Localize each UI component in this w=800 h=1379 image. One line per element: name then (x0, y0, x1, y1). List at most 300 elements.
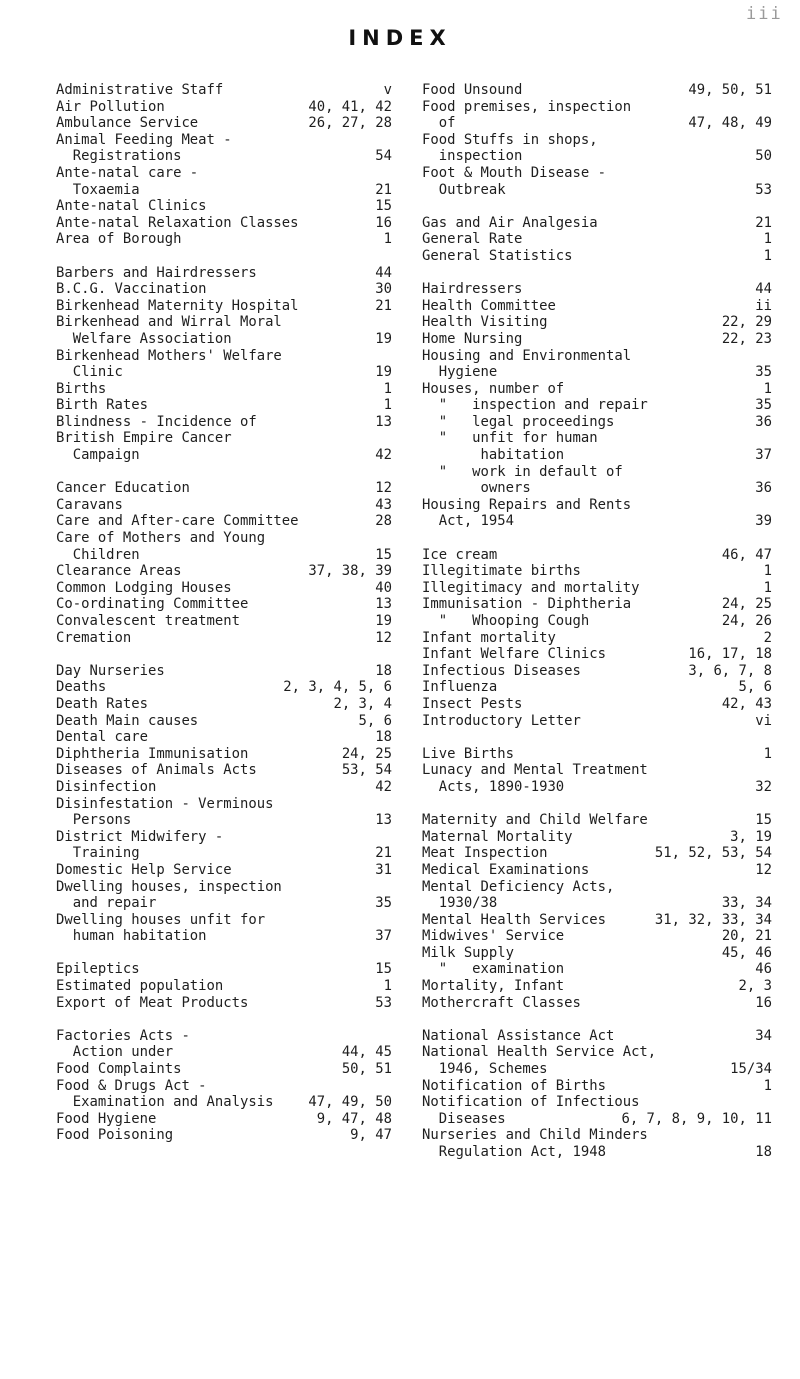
entry-pages: 1 (763, 231, 772, 248)
entry-label: Ice cream (422, 546, 498, 563)
index-entry (56, 961, 392, 978)
index-entry-continuation (56, 1094, 392, 1111)
entry-label: Campaign (56, 447, 140, 464)
index-entry (56, 265, 392, 282)
entry-label: Health Committee (422, 297, 556, 314)
entry-label: Persons (56, 812, 132, 829)
entry-pages: 37, 38, 39 (308, 563, 392, 580)
index-entry (56, 430, 392, 447)
index-entry (56, 480, 392, 497)
section-gap (422, 530, 772, 547)
entry-pages: 21 (375, 181, 392, 198)
entry-pages: 1 (383, 397, 392, 414)
entry-label: Diseases (422, 1110, 506, 1127)
entry-pages: 22, 23 (721, 330, 772, 347)
index-entry (56, 563, 392, 580)
entry-pages: 13 (375, 413, 392, 430)
entry-label: Deaths (56, 679, 107, 696)
index-entry-continuation (56, 547, 392, 564)
entry-pages: 53 (375, 994, 392, 1011)
index-entry (422, 314, 772, 331)
index-entry (422, 414, 772, 431)
index-column-left (56, 82, 392, 1144)
index-entry (56, 679, 392, 696)
entry-label: Regulation Act, 1948 (422, 1144, 606, 1160)
entry-label: Home Nursing (422, 330, 523, 347)
index-entry (56, 314, 392, 331)
index-entry (422, 99, 772, 116)
entry-label: Export of Meat Products (56, 994, 249, 1011)
index-entry (56, 414, 392, 431)
entry-label: Food Poisoning (56, 1127, 174, 1144)
entry-label: Disinfection (56, 778, 157, 795)
entry-pages: 12 (755, 861, 772, 878)
section-gap (422, 729, 772, 746)
entry-label: B.C.G. Vaccination (56, 281, 207, 298)
index-entry-continuation (422, 513, 772, 530)
entry-label: Disinfestation - Verminous (56, 795, 274, 812)
entry-pages: ii (755, 297, 772, 314)
entry-pages: 1 (383, 380, 392, 397)
index-entry-continuation (422, 480, 772, 497)
index-entry (422, 746, 772, 763)
entry-pages: 28 (375, 513, 392, 530)
entry-label: National Health Service Act, (422, 1044, 657, 1061)
entry-pages: 49, 50, 51 (688, 82, 772, 98)
section-gap (56, 248, 392, 265)
index-entry-continuation (422, 895, 772, 912)
index-entry-continuation (56, 331, 392, 348)
entry-label: Lunacy and Mental Treatment (422, 762, 648, 779)
entry-pages: 16 (375, 214, 392, 231)
index-entry (56, 348, 392, 365)
entry-label: of (422, 115, 456, 132)
entry-pages: 18 (375, 729, 392, 746)
entry-label: Birkenhead Maternity Hospital (56, 297, 299, 314)
index-column-right (422, 82, 772, 1161)
section-gap (422, 198, 772, 215)
entry-label: Nurseries and Child Minders (422, 1127, 648, 1144)
entry-label: Act, 1954 (422, 513, 514, 530)
entry-label: British Empire Cancer (56, 430, 232, 447)
entry-label: Births (56, 380, 107, 397)
index-entry (422, 1028, 772, 1045)
entry-pages: 26, 27, 28 (308, 115, 392, 132)
entry-label: Diphtheria Immunisation (56, 745, 249, 762)
entry-pages: 21 (375, 297, 392, 314)
index-entry-continuation (422, 779, 772, 796)
index-entry (422, 613, 772, 630)
entry-pages: 31 (375, 861, 392, 878)
index-entry (422, 961, 772, 978)
entry-label: Food Hygiene (56, 1110, 157, 1127)
index-entry (422, 829, 772, 846)
index-entry-continuation (422, 182, 772, 199)
entry-label: Ante-natal care - (56, 164, 199, 181)
entry-pages: 19 (375, 330, 392, 347)
entry-label: Infant mortality (422, 629, 556, 646)
entry-pages: 37 (375, 928, 392, 945)
entry-label: Examination and Analysis (56, 1094, 274, 1111)
entry-label: Animal Feeding Meat - (56, 131, 232, 148)
section-gap (422, 1011, 772, 1028)
index-entry (422, 381, 772, 398)
index-entry (422, 281, 772, 298)
index-entry-continuation (56, 812, 392, 829)
entry-label: National Assistance Act (422, 1027, 615, 1044)
entry-label: " Whooping Cough (422, 613, 590, 629)
entry-label: Mortality, Infant (422, 978, 565, 995)
index-entry (56, 1078, 392, 1095)
entry-label: Training (56, 845, 140, 862)
index-entry (56, 596, 392, 613)
entry-label: Birkenhead and Wirral Moral (56, 314, 282, 331)
entry-label: " unfit for human (422, 430, 598, 447)
entry-pages: 47, 49, 50 (308, 1094, 392, 1111)
entry-pages: 31, 32, 33, 34 (654, 911, 772, 928)
entry-pages: 24, 26 (721, 613, 772, 629)
entry-label: Mothercraft Classes (422, 994, 581, 1011)
entry-label: 1946, Schemes (422, 1061, 548, 1078)
section-gap (56, 945, 392, 962)
index-entry-continuation (56, 928, 392, 945)
index-entry (422, 1127, 772, 1144)
entry-pages: 18 (755, 1144, 772, 1160)
entry-label: inspection (422, 148, 523, 165)
index-entry (422, 298, 772, 315)
index-entry (56, 713, 392, 730)
index-entry (56, 796, 392, 813)
entry-pages: v (383, 82, 392, 98)
entry-label: Health Visiting (422, 314, 548, 331)
entry-label: Death Main causes (56, 712, 199, 729)
entry-label: " legal proceedings (422, 413, 615, 430)
index-entry (422, 82, 772, 99)
entry-label: Domestic Help Service (56, 861, 232, 878)
entry-pages: 12 (375, 629, 392, 646)
entry-pages: 46 (755, 961, 772, 978)
index-heading: INDEX (348, 26, 452, 50)
entry-pages: 20, 21 (721, 928, 772, 945)
entry-label: Immunisation - Diphtheria (422, 596, 632, 613)
entry-pages: 40 (375, 579, 392, 596)
entry-label: Epileptics (56, 961, 140, 978)
entry-pages: 5, 6 (358, 712, 392, 729)
entry-pages: 50 (755, 148, 772, 165)
entry-label: Care of Mothers and Young (56, 530, 266, 547)
index-entry (56, 530, 392, 547)
index-entry (56, 298, 392, 315)
entry-label: Food Complaints (56, 1061, 182, 1078)
index-entry (56, 115, 392, 132)
entry-label: Ante-natal Relaxation Classes (56, 214, 299, 231)
index-entry (56, 513, 392, 530)
index-entry (56, 978, 392, 995)
entry-label: Housing and Environmental (422, 347, 632, 364)
index-entry-continuation (56, 364, 392, 381)
entry-pages: 39 (755, 513, 772, 530)
entry-pages: 24, 25 (721, 596, 772, 613)
entry-label: " work in default of (422, 463, 623, 480)
index-entry (56, 580, 392, 597)
entry-label: Co-ordinating Committee (56, 596, 249, 613)
index-entry (422, 397, 772, 414)
index-entry-continuation (56, 845, 392, 862)
entry-label: Barbers and Hairdressers (56, 264, 257, 281)
entry-label: Ambulance Service (56, 115, 199, 132)
index-entry (422, 248, 772, 265)
entry-label: General Rate (422, 231, 523, 248)
entry-label: Birkenhead Mothers' Welfare (56, 347, 282, 364)
entry-pages: 37 (755, 447, 772, 464)
entry-label: Children (56, 546, 140, 563)
index-entry (422, 596, 772, 613)
index-entry (422, 978, 772, 995)
entry-label: Area of Borough (56, 231, 182, 248)
index-entry-continuation (422, 1061, 772, 1078)
index-entry (422, 862, 772, 879)
entry-pages: 15 (375, 546, 392, 563)
index-entry (56, 381, 392, 398)
index-entry (56, 762, 392, 779)
index-entry (56, 862, 392, 879)
entry-pages: 21 (375, 845, 392, 862)
index-entry (56, 696, 392, 713)
entry-label: Clearance Areas (56, 563, 182, 580)
entry-pages: 13 (375, 812, 392, 829)
entry-label: Illegitimate births (422, 563, 581, 580)
entry-pages: 53 (755, 181, 772, 198)
index-entry (56, 630, 392, 647)
entry-label: Introductory Letter (422, 712, 581, 729)
entry-pages: 44, 45 (341, 1044, 392, 1061)
index-entry-continuation (422, 1111, 772, 1128)
entry-label: Care and After-care Committee (56, 513, 299, 530)
entry-label: Clinic (56, 364, 123, 381)
entry-pages: 50, 51 (341, 1061, 392, 1078)
entry-label: Dwelling houses unfit for (56, 911, 266, 928)
entry-pages: 15 (375, 961, 392, 978)
entry-label: General Statistics (422, 247, 573, 264)
entry-label: Administrative Staff (56, 82, 224, 98)
index-entry (422, 1094, 772, 1111)
index-entry (422, 630, 772, 647)
entry-pages: 12 (375, 480, 392, 497)
section-gap (422, 265, 772, 282)
entry-pages: 15/34 (730, 1061, 772, 1078)
entry-pages: 34 (755, 1027, 772, 1044)
entry-label: Convalescent treatment (56, 613, 240, 629)
entry-pages: 19 (375, 364, 392, 381)
entry-pages: 19 (375, 613, 392, 629)
entry-label: Notification of Births (422, 1077, 606, 1094)
entry-label: Blindness - Incidence of (56, 413, 257, 430)
entry-label: Houses, number of (422, 380, 565, 397)
index-entry (422, 165, 772, 182)
index-entry (56, 1111, 392, 1128)
entry-label: Influenza (422, 679, 498, 696)
entry-pages: 15 (755, 812, 772, 829)
entry-pages: 2 (763, 629, 772, 646)
entry-label: Registrations (56, 148, 182, 165)
index-entry (56, 829, 392, 846)
entry-pages: 1 (763, 1077, 772, 1094)
entry-pages: 42 (375, 447, 392, 464)
entry-pages: 45, 46 (721, 944, 772, 961)
entry-label: Hygiene (422, 364, 498, 381)
index-entry (422, 231, 772, 248)
index-entry (56, 165, 392, 182)
entry-label: Cremation (56, 629, 132, 646)
entry-label: District Midwifery - (56, 828, 224, 845)
entry-pages: 44 (755, 281, 772, 298)
index-entry (422, 464, 772, 481)
index-entry-continuation (422, 148, 772, 165)
entry-label: habitation (422, 447, 565, 464)
index-entry (56, 215, 392, 232)
index-entry (56, 995, 392, 1012)
entry-pages: 40, 41, 42 (308, 98, 392, 115)
entry-label: Outbreak (422, 181, 506, 198)
index-entry-continuation (422, 364, 772, 381)
entry-label: Infectious Diseases (422, 662, 581, 679)
entry-label: 1930/38 (422, 895, 498, 912)
entry-pages: vi (755, 712, 772, 729)
index-entry (56, 912, 392, 929)
index-entry-continuation (56, 895, 392, 912)
entry-pages: 2, 3 (738, 978, 772, 995)
index-entry (56, 497, 392, 514)
entry-pages: 2, 3, 4 (333, 695, 392, 712)
entry-pages: 3, 19 (730, 828, 772, 845)
index-entry (422, 430, 772, 447)
entry-pages: 22, 29 (721, 314, 772, 331)
entry-label: Acts, 1890-1930 (422, 778, 565, 795)
index-entry (56, 198, 392, 215)
index-entry (422, 331, 772, 348)
entry-label: " examination (422, 961, 565, 978)
entry-label: Midwives' Service (422, 928, 565, 945)
entry-label: Cancer Education (56, 480, 190, 497)
entry-pages: 42 (375, 778, 392, 795)
entry-pages: 1 (763, 247, 772, 264)
entry-label: " inspection and repair (422, 397, 648, 414)
index-entry (422, 663, 772, 680)
index-entry (56, 1127, 392, 1144)
entry-pages: 42, 43 (721, 695, 772, 712)
index-entry (422, 812, 772, 829)
entry-label: Food & Drugs Act - (56, 1077, 207, 1094)
entry-pages: 9, 47 (350, 1127, 392, 1144)
entry-label: human habitation (56, 928, 207, 945)
index-entry (56, 132, 392, 149)
entry-label: Mental Health Services (422, 911, 606, 928)
entry-pages: 54 (375, 148, 392, 165)
entry-label: Hairdressers (422, 281, 523, 298)
entry-label: Maternity and Child Welfare (422, 812, 648, 829)
entry-label: Gas and Air Analgesia (422, 214, 598, 231)
entry-label: owners (422, 480, 531, 497)
entry-pages: 16, 17, 18 (688, 646, 772, 663)
index-entry (56, 729, 392, 746)
index-entry-continuation (56, 182, 392, 199)
index-entry (422, 928, 772, 945)
index-entry (56, 1028, 392, 1045)
entry-label: Dwelling houses, inspection (56, 878, 282, 895)
entry-label: Action under (56, 1044, 174, 1061)
section-gap (422, 796, 772, 813)
index-entry-continuation (422, 115, 772, 132)
entry-pages: 53, 54 (341, 762, 392, 779)
index-entry (56, 82, 392, 99)
entry-pages: 46, 47 (721, 546, 772, 563)
index-entry (56, 613, 392, 630)
entry-label: Caravans (56, 496, 123, 513)
index-entry (56, 99, 392, 116)
index-entry-continuation (422, 447, 772, 464)
index-entry (422, 132, 772, 149)
entry-label: Meat Inspection (422, 845, 548, 862)
entry-label: Notification of Infectious (422, 1094, 640, 1111)
entry-label: Death Rates (56, 695, 148, 712)
index-entry (422, 696, 772, 713)
entry-pages: 5, 6 (738, 679, 772, 696)
entry-label: Day Nurseries (56, 662, 165, 679)
entry-pages: 15 (375, 198, 392, 215)
entry-pages: 35 (755, 397, 772, 414)
entry-label: Toxaemia (56, 181, 140, 198)
entry-pages: 3, 6, 7, 8 (688, 662, 772, 679)
index-entry (56, 879, 392, 896)
entry-pages: 33, 34 (721, 895, 772, 912)
index-entry (56, 1061, 392, 1078)
entry-label: Food premises, inspection (422, 98, 632, 115)
entry-pages: 18 (375, 662, 392, 679)
index-entry (422, 348, 772, 365)
entry-label: Infant Welfare Clinics (422, 646, 606, 663)
index-entry (56, 779, 392, 796)
index-entry-continuation (56, 148, 392, 165)
index-entry (422, 1078, 772, 1095)
entry-pages: 21 (755, 214, 772, 231)
entry-label: Common Lodging Houses (56, 579, 232, 596)
index-entry-continuation (422, 1144, 772, 1161)
entry-pages: 9, 47, 48 (316, 1110, 392, 1127)
index-entry (422, 713, 772, 730)
entry-pages: 1 (383, 231, 392, 248)
entry-pages: 30 (375, 281, 392, 298)
page-number: iii (746, 4, 783, 24)
entry-label: Birth Rates (56, 397, 148, 414)
index-entry (422, 945, 772, 962)
entry-label: Diseases of Animals Acts (56, 762, 257, 779)
entry-label: Ante-natal Clinics (56, 198, 207, 215)
entry-pages: 36 (755, 480, 772, 497)
entry-label: Air Pollution (56, 98, 165, 115)
index-entry (56, 231, 392, 248)
entry-pages: 35 (755, 364, 772, 381)
index-entry-continuation (56, 1044, 392, 1061)
entry-pages: 35 (375, 895, 392, 912)
index-entry (422, 215, 772, 232)
entry-label: Housing Repairs and Rents (422, 496, 632, 513)
entry-label: Maternal Mortality (422, 828, 573, 845)
index-entry (422, 995, 772, 1012)
index-entry (422, 679, 772, 696)
index-entry (422, 912, 772, 929)
entry-label: Dental care (56, 729, 148, 746)
entry-label: Food Unsound (422, 82, 523, 98)
